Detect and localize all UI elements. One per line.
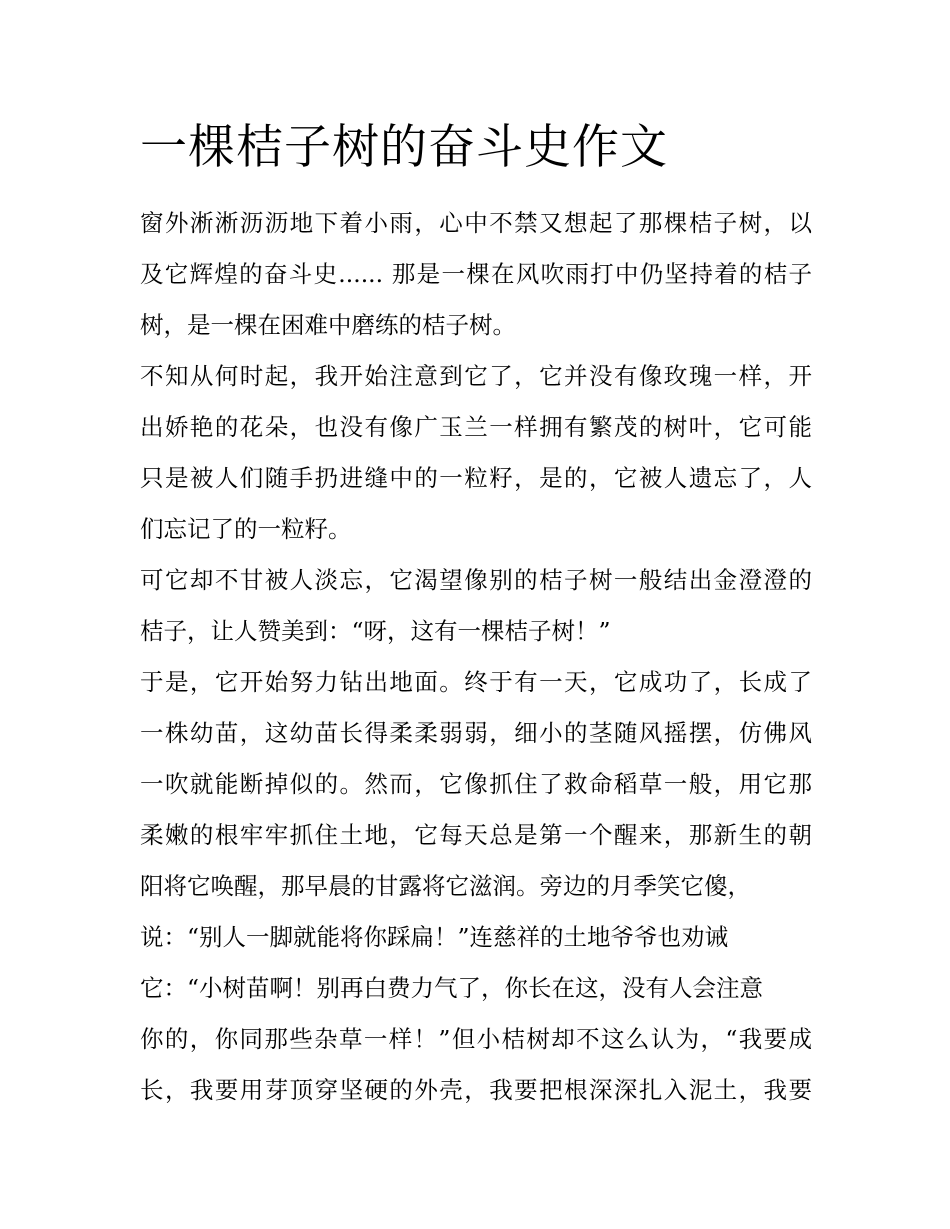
document-title: 一棵桔子树的奋斗史作文 — [140, 120, 668, 175]
text-line: 你的，你同那些杂草一样！”但小桔树却不这么认为，“我要成 — [140, 1025, 812, 1053]
text-line: 不知从何时起，我开始注意到它了，它并没有像玫瑰一样，开 — [140, 362, 812, 390]
text-line: 于是，它开始努力钻出地面。终于有一天，它成功了，长成了 — [140, 668, 812, 696]
text-line: 桔子，让人赞美到：“呀，这有一棵桔子树！” — [140, 617, 611, 645]
document-body — [140, 198, 812, 1116]
text-line: 一吹就能断掉似的。然而，它像抓住了救命稻草一般，用它那 — [140, 770, 812, 798]
text-line: 柔嫩的根牢牢抓住土地，它每天总是第一个醒来，那新生的朝 — [140, 821, 812, 849]
text-line: 们忘记了的一粒籽。 — [140, 515, 352, 543]
text-line: 树，是一棵在困难中磨练的桔子树。 — [140, 311, 516, 339]
text-line: 一株幼苗，这幼苗长得柔柔弱弱，细小的茎随风摇摆，仿佛风 — [140, 719, 812, 747]
text-line: 及它辉煌的奋斗史...... 那是一棵在风吹雨打中仍坚持着的桔子 — [140, 260, 812, 288]
text-line: 窗外淅淅沥沥地下着小雨，心中不禁又想起了那棵桔子树，以 — [140, 209, 812, 237]
text-line: 说：“别人一脚就能将你踩扁！”连慈祥的土地爷爷也劝诫 — [140, 923, 729, 951]
text-line: 它：“小树苗啊！别再白费力气了，你长在这，没有人会注意 — [140, 974, 764, 1002]
text-line: 可它却不甘被人淡忘，它渴望像别的桔子树一般结出金澄澄的 — [140, 566, 812, 594]
text-line: 出娇艳的花朵，也没有像广玉兰一样拥有繁茂的树叶，它可能 — [140, 413, 812, 441]
text-line: 长，我要用芽顶穿坚硬的外壳，我要把根深深扎入泥土，我要 — [140, 1076, 812, 1104]
text-line: 只是被人们随手扔进缝中的一粒籽，是的，它被人遗忘了，人 — [140, 464, 812, 492]
text-line: 阳将它唤醒，那早晨的甘露将它滋润。旁边的月季笑它傻， — [140, 872, 751, 900]
